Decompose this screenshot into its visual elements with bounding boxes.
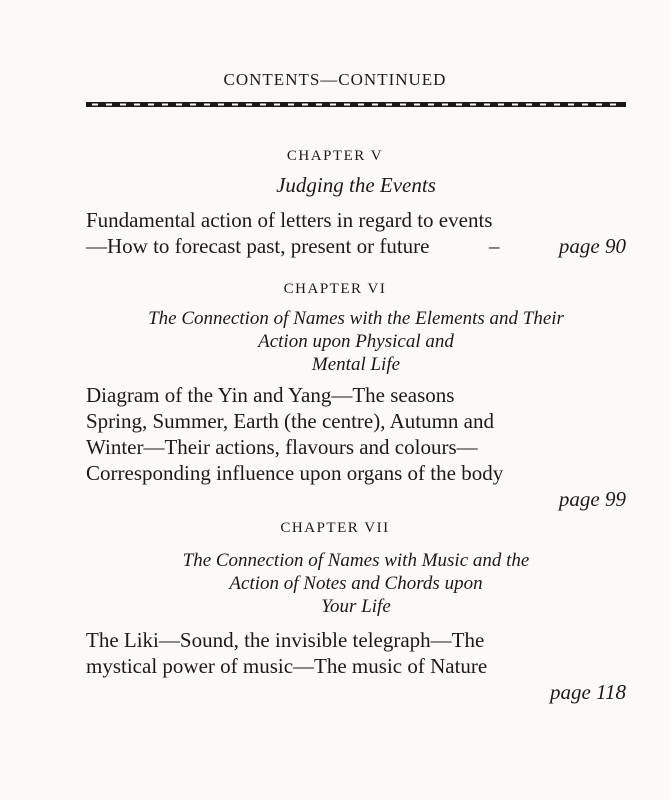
chapter-6-summary bbox=[86, 382, 626, 512]
title-line: The Connection of Names with Music and the bbox=[182, 550, 530, 571]
title-line: The Connection of Names with the Elements and Their bbox=[148, 308, 564, 329]
summary-line: Diagram of the Yin and Yang—The seasons bbox=[86, 383, 455, 407]
summary-line: The Liki—Sound, the invisible telegraph—The bbox=[86, 628, 485, 652]
ornamental-rule bbox=[86, 98, 626, 114]
chapter-5-title bbox=[86, 172, 626, 198]
page-reference: page 90 bbox=[558, 234, 626, 258]
summary-line: Spring, Summer, Earth (the centre), Autumn and bbox=[86, 409, 494, 433]
leader-dash: – bbox=[488, 234, 500, 258]
page-reference: page 99 bbox=[558, 487, 626, 511]
summary-line: Fundamental action of letters in regard to events bbox=[86, 208, 493, 232]
chapter-7-title bbox=[86, 549, 626, 618]
chapter-5-number: CHAPTER V bbox=[286, 148, 384, 164]
summary-line: Corresponding influence upon organs of the body bbox=[86, 461, 504, 485]
chapter-7-number: CHAPTER VII bbox=[280, 520, 390, 536]
chapter-7-summary bbox=[86, 627, 626, 705]
summary-line: Winter—Their actions, flavours and colours— bbox=[86, 435, 478, 459]
chapter-6-title bbox=[86, 307, 626, 376]
page-reference: page 118 bbox=[549, 680, 626, 704]
chapter-5-summary bbox=[86, 207, 626, 259]
title-line: Judging the Events bbox=[276, 173, 436, 197]
title-line: Action of Notes and Chords upon bbox=[229, 573, 483, 594]
title-line: Mental Life bbox=[311, 354, 401, 375]
running-head: CONTENTS—CONTINUED bbox=[223, 70, 447, 89]
chapter-6-number: CHAPTER VI bbox=[283, 281, 387, 297]
title-line: Action upon Physical and bbox=[258, 331, 454, 352]
summary-line: —How to forecast past, present or future bbox=[86, 234, 430, 258]
summary-line: mystical power of music—The music of Nature bbox=[86, 654, 488, 678]
summary-last-line bbox=[86, 233, 626, 259]
title-line: Your Life bbox=[321, 596, 391, 617]
